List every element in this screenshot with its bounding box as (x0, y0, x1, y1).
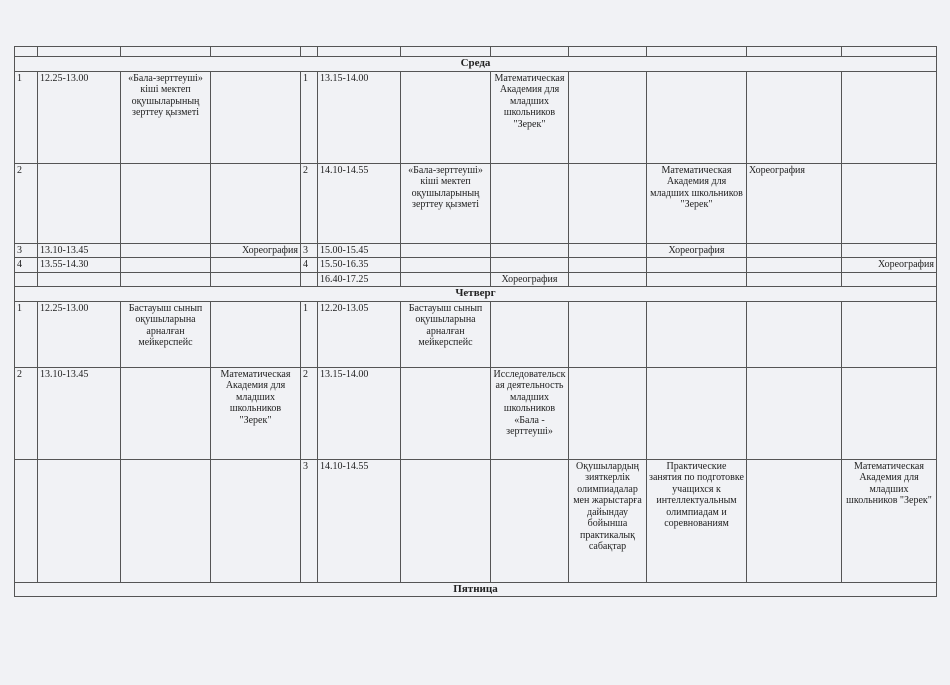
lesson-number: 1 (15, 301, 38, 367)
day-row-friday (15, 582, 937, 597)
lesson-number: 2 (15, 163, 38, 243)
lesson-number: 4 (15, 258, 38, 273)
lesson-number: 1 (15, 71, 38, 163)
day-row-wednesday (15, 57, 937, 72)
lesson-cell: Математическая Академия для младших школьников "Зерек" (491, 71, 569, 163)
lesson-time: 12.25-13.00 (38, 301, 121, 367)
table-row (15, 301, 937, 367)
lesson-cell: Бастауыш сынып оқушыларына арналған мейкерспейс (401, 301, 491, 367)
lesson-time: 15.50-16.35 (318, 258, 401, 273)
lesson-cell: Математическая Академия для младших школьников "Зерек" (842, 459, 937, 582)
lesson-cell: Хореография (747, 163, 842, 243)
lesson-cell: Бастауыш сынып оқушыларына арналған мейкерспейс (121, 301, 211, 367)
table-row (15, 243, 937, 258)
lesson-number: 1 (301, 301, 318, 367)
lesson-cell: Хореография (491, 272, 569, 287)
lesson-cell: Исследовательская деятельность младших школьников «Бала - зерттеуші» (491, 367, 569, 459)
lesson-time: 13.10-13.45 (38, 243, 121, 258)
lesson-time: 13.15-14.00 (318, 71, 401, 163)
table-row (15, 258, 937, 273)
lesson-number: 3 (301, 459, 318, 582)
table-row (15, 163, 937, 243)
table-row (15, 459, 937, 582)
lesson-number: 2 (15, 367, 38, 459)
lesson-number: 2 (301, 367, 318, 459)
lesson-time: 12.20-13.05 (318, 301, 401, 367)
lesson-number: 3 (15, 243, 38, 258)
lesson-cell: Практические занятия по подготовке учащихся к интеллектуальным олимпиадам и соревнованиям (647, 459, 747, 582)
schedule-table (14, 46, 937, 597)
lesson-number: 4 (301, 258, 318, 273)
lesson-number: 1 (301, 71, 318, 163)
lesson-cell: Хореография (842, 258, 937, 273)
lesson-cell: Математическая Академия для младших школьников "Зерек" (647, 163, 747, 243)
lesson-time: 13.15-14.00 (318, 367, 401, 459)
lesson-time: 15.00-15.45 (318, 243, 401, 258)
header-row (15, 47, 937, 57)
lesson-number: 3 (301, 243, 318, 258)
day-heading-thursday: Четверг (15, 287, 937, 302)
table-row (15, 367, 937, 459)
lesson-time: 14.10-14.55 (318, 163, 401, 243)
lesson-time: 13.55-14.30 (38, 258, 121, 273)
lesson-cell: Оқушылардың зияткерлік олимпиадалар мен жарыстарға дайындау бойынша практикалық сабақтар (569, 459, 647, 582)
lesson-cell: «Бала-зерттеуші» кіші мектеп оқушыларының зерттеу қызметі (401, 163, 491, 243)
day-heading-friday: Пятница (15, 582, 937, 597)
table-row (15, 272, 937, 287)
lesson-time: 14.10-14.55 (318, 459, 401, 582)
lesson-time: 13.10-13.45 (38, 367, 121, 459)
lesson-cell: Хореография (647, 243, 747, 258)
lesson-cell: Хореография (211, 243, 301, 258)
day-row-thursday (15, 287, 937, 302)
table-row (15, 71, 937, 163)
lesson-cell: Математическая Академия для младших школьников "Зерек" (211, 367, 301, 459)
lesson-time: 16.40-17.25 (318, 272, 401, 287)
lesson-number: 2 (301, 163, 318, 243)
lesson-time: 12.25-13.00 (38, 71, 121, 163)
lesson-cell: «Бала-зерттеуші» кіші мектеп оқушыларының зерттеу қызметі (121, 71, 211, 163)
day-heading-wednesday: Среда (15, 57, 937, 72)
